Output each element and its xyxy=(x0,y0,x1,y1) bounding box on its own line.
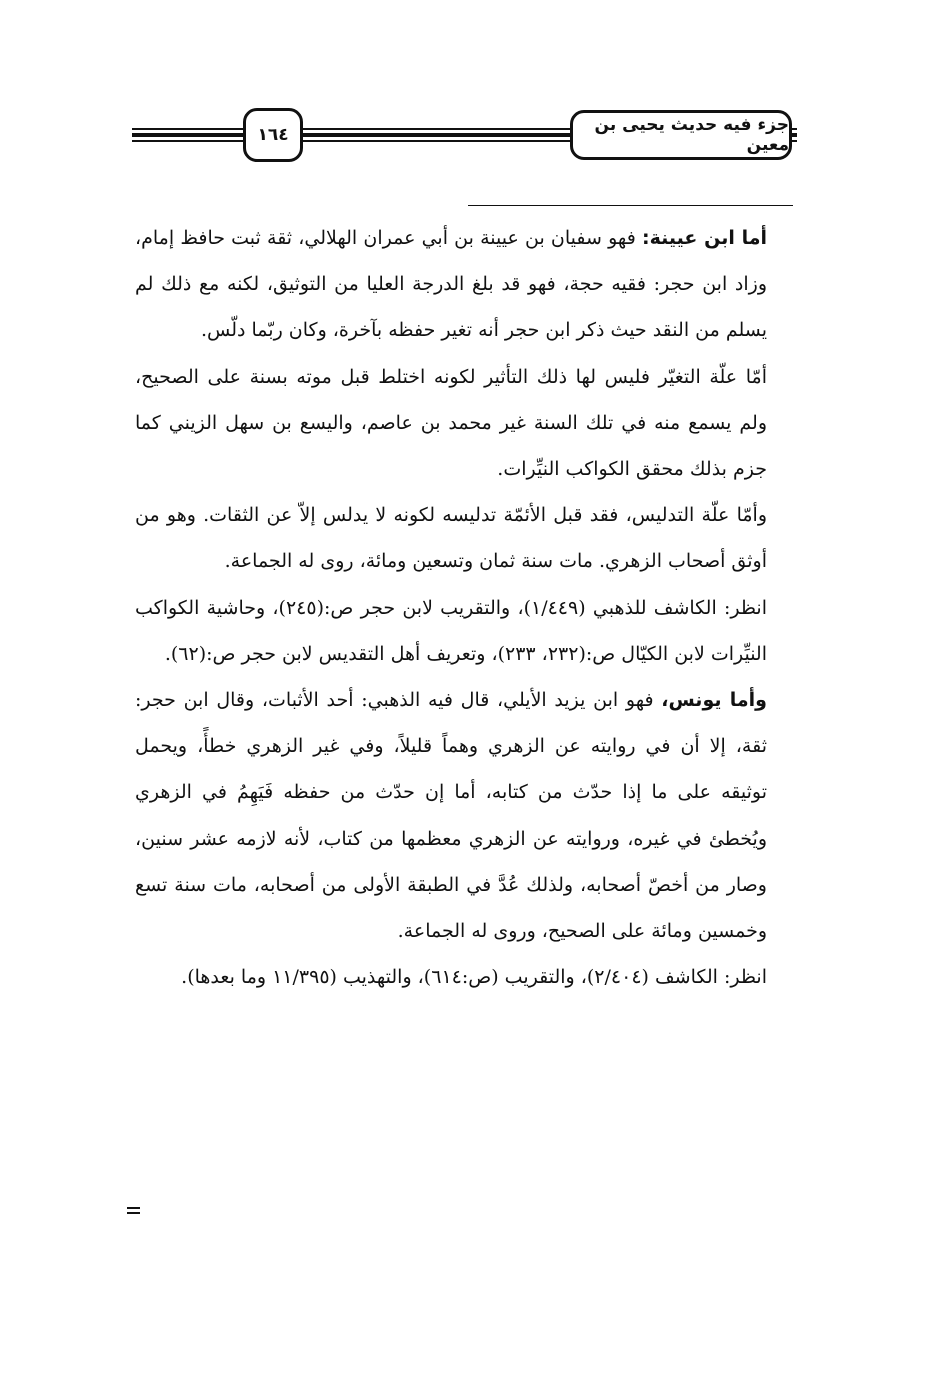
running-title xyxy=(570,110,792,160)
paragraph-body: انظر: الكاشف (٢/٤٠٤)، والتقريب (ص:٦١٤)، والتهذيب (١١/٣٩٥ وما بعدها). xyxy=(181,966,767,989)
paragraph-references-1 xyxy=(135,585,767,677)
page-number-text: ١٦٤ xyxy=(257,125,289,145)
paragraph-tadlis xyxy=(135,492,767,584)
running-title-text: جزء فيه حديث يحيى بن معين xyxy=(594,115,789,155)
paragraph-yunus xyxy=(135,677,767,954)
paragraph-ikhtilat xyxy=(135,354,767,493)
paragraph-body: فهو سفيان بن عيينة بن أبي عمران الهلالي، ثقة ثبت حافظ إمام، وزاد ابن حجر: فقيه حجة، فهو قد بلغ الدرجة العليا من التوثيق، لكنه مع ذلك لم يسلم من النقد حيث ذكر ابن حجر أنه تغير حفظه بآخرة، وكان ربّما دلّس. xyxy=(135,227,767,342)
footnote-separator xyxy=(468,205,793,206)
continuation-mark xyxy=(127,1207,140,1215)
footnote-text xyxy=(135,215,767,1000)
paragraph-body: انظر: الكاشف للذهبي (١/٤٤٩)، والتقريب لابن حجر ص:(٢٤٥)، وحاشية الكواكب النيِّرات لابن الكيّال ص:(٢٣٢، ٢٣٣)، وتعريف أهل التقديس لابن حجر ص:(٦٢). xyxy=(135,596,768,665)
paragraph-lead: وأما يونس، xyxy=(661,689,767,712)
paragraph-body: أمّا علّة التغيّر فليس لها ذلك التأثير لكونه اختلط قبل موته بسنة على الصحيح، ولم يسمع منه في تلك السنة غير محمد بن عاصم، واليسع بن سهل الزيني كما جزم بذلك محقق الكواكب النيِّرات. xyxy=(135,365,767,481)
paragraph-body: فهو ابن يزيد الأيلي، قال فيه الذهبي: أحد الأثبات، وقال ابن حجر: ثقة، إلا أن في روايته عن الزهري وهماً قليلاً، وفي غير الزهري خطأً، ويحمل توثيقه على ما إذا حدّث من كتابه، أما إن حدّث من حفظه فَيَهِمُ في الزهري ويُخطئ في غيره، وروايته عن الزهري معظمها من كتاب، لأنه لازمه عشر سنين، وصار من أخصّ أصحابه، ولذلك عُدَّ في الطبقة الأولى من أصحابه، مات سنة تسع وخمسين ومائة على الصحيح، وروى له الجماعة. xyxy=(135,689,767,943)
paragraph-references-2 xyxy=(135,954,767,1000)
paragraph-lead: أما ابن عيينة: xyxy=(641,227,768,249)
page-number xyxy=(243,108,303,162)
paragraph-ibn-uyaynah xyxy=(135,215,767,354)
paragraph-body: وأمّا علّة التدليس، فقد قبل الأئمّة تدليسه لكونه لا يدلس إلاّ عن الثقات. وهو من أوثق أصحاب الزهري. مات سنة ثمان وتسعين ومائة، روى له الجماعة. xyxy=(135,504,767,573)
